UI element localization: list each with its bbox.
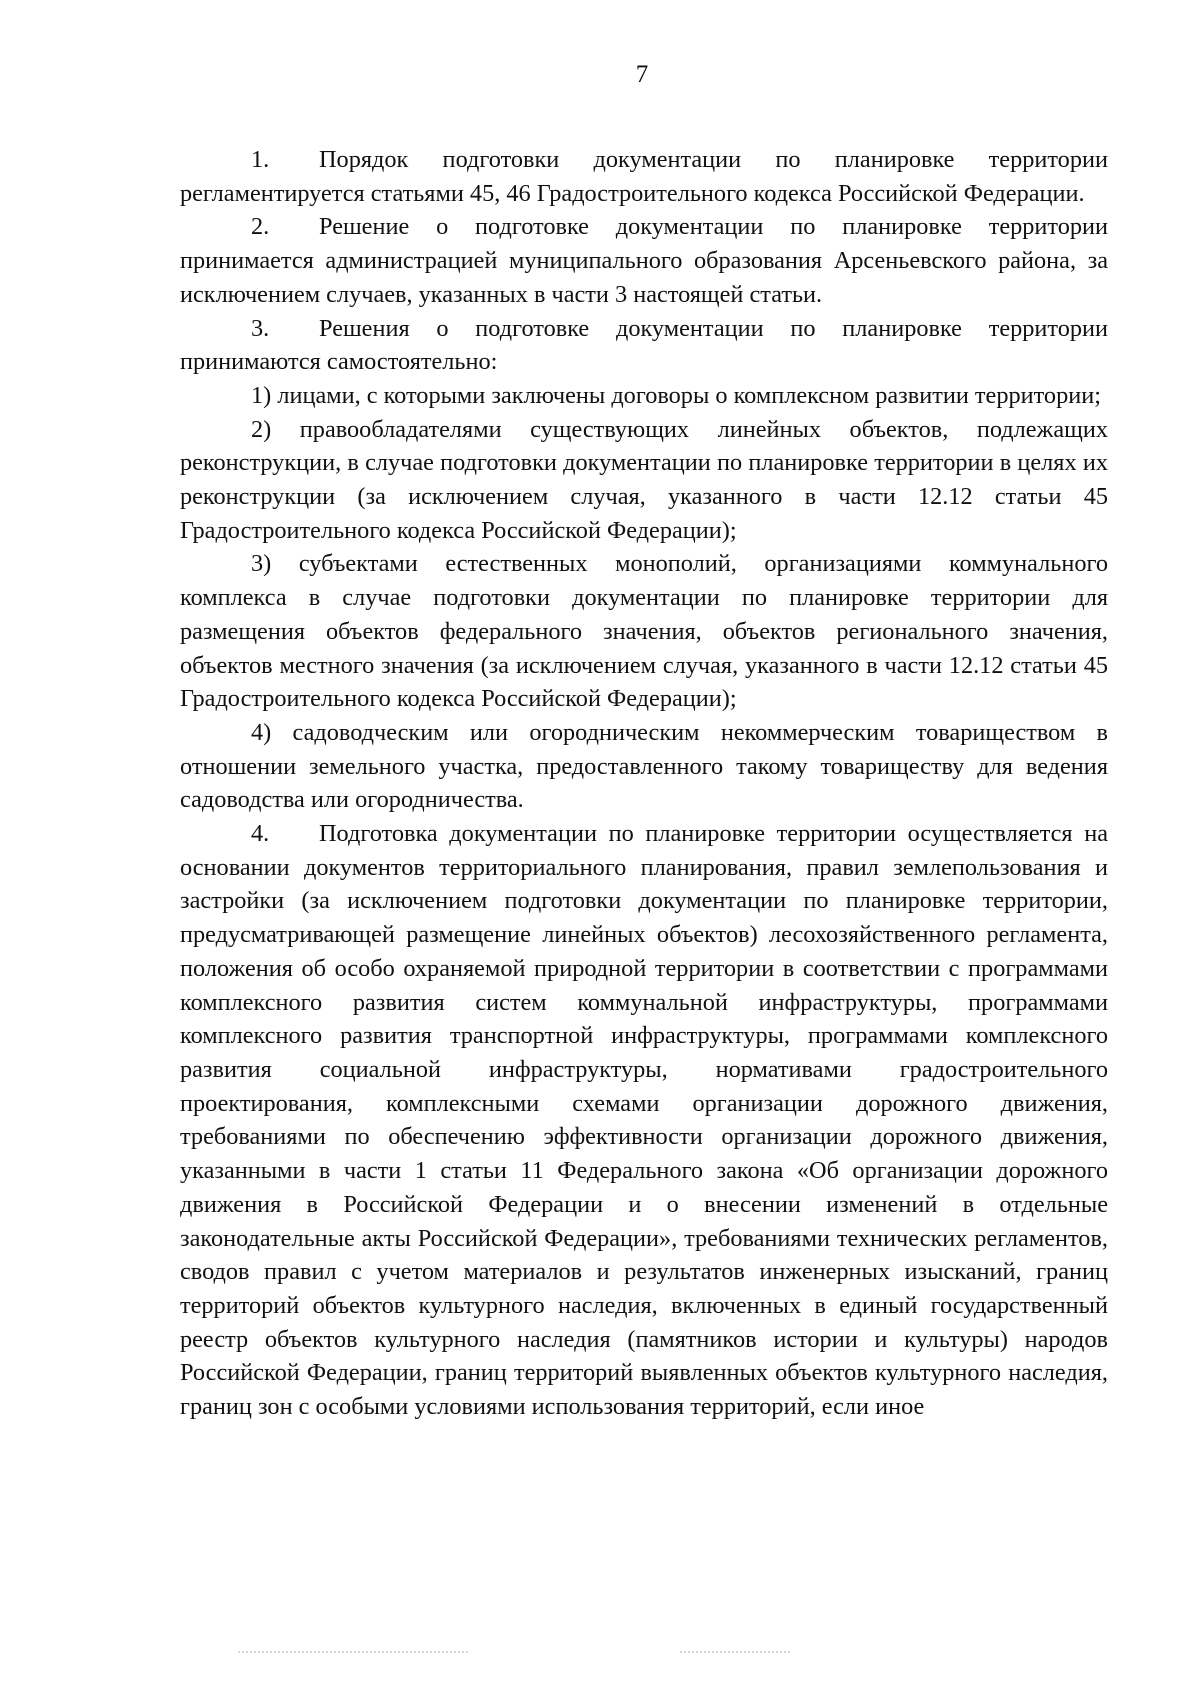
page-number: 7 — [635, 61, 649, 88]
scan-artifact — [680, 1651, 790, 1657]
list-item-4 — [180, 716, 1108, 817]
paragraph-number: 4. — [251, 820, 270, 848]
paragraph-number: 2. — [251, 213, 270, 241]
list-item-2 — [180, 413, 1108, 548]
paragraph-text: Подготовка документации по планировке территории осуществляется на основании документов территориального планирования, правил землепользования и застройки (за исключением подготовки документации по планировке территории, предусматривающей размещение линейных объектов) лесохозяйственного регламента, положения об особо охраняемой природной территории в соответствии с программами комплексного развития систем коммунальной инфраструктуры, программами комплексного развития транспортной инфраструктуры, программами комплексного развития социальной инфраструктуры, нормативами градостроительного проектирования, комплексными схемами организации дорожного движения, требованиями по обеспечению эффективности организации дорожного движения, указанными в части 1 статьи 11 Федерального закона «Об организации дорожного движения в Российской Федерации и о внесении изменений в отдельные законодательные акты Российской Федерации», требованиями технических регламентов, сводов правил с учетом материалов и результатов инженерных изысканий, границ территорий объектов культурного наследия, включенных в единый государственный реестр объектов культурного наследия (памятников истории и культуры) народов Российской Федерации, границ территорий выявленных объектов культурного наследия, границ зон с особыми условиями использования территорий, если иное — [180, 820, 1108, 1421]
list-item-text: 2) правообладателями существующих линейных объектов, подлежащих реконструкции, в случае подготовки документации по планировке территории в целях их реконструкции (за исключением случая, указанного в части 12.12 статьи 45 Градостроительного кодекса Российской Федерации); — [180, 415, 1108, 544]
paragraph-text: Решение о подготовке документации по планировке территории принимается администрацией муниципального образования Арсеньевского района, за исключением случаев, указанных в части 3 настоящей статьи. — [180, 213, 1108, 308]
scan-artifact — [238, 1651, 468, 1657]
paragraph-3 — [180, 312, 1108, 379]
list-item-1 — [180, 379, 1108, 413]
paragraph-text: Порядок подготовки документации по планировке территории регламентируется статьями 45, 46 Градостроительного кодекса Российской Федерации. — [180, 146, 1108, 207]
paragraph-text: Решения о подготовке документации по планировке территории принимаются самостоятельно: — [180, 314, 1108, 376]
list-item-text: 3) субъектами естественных монополий, организациями коммунального комплекса в случае подготовки документации по планировке территории для размещения объектов федерального значения, объектов регионального значения, объектов местного значения (за исключением случая, указанного в части 12.12 статьи 45 Градостроительного кодекса Российской Федерации); — [180, 550, 1108, 713]
paragraph-number: 3. — [251, 314, 270, 342]
paragraph-2 — [180, 210, 1108, 311]
paragraph-1 — [180, 143, 1108, 210]
paragraph-4 — [180, 817, 1108, 1424]
paragraph-number: 1. — [251, 146, 270, 173]
list-item-text: 4) садоводческим или огородническим некоммерческим товариществом в отношении земельного участка, предоставленного такому товариществу для ведения садоводства или огородничества. — [180, 718, 1108, 814]
list-item-3 — [180, 547, 1108, 716]
document-body — [180, 143, 1108, 1424]
list-item-text: 1) лицами, с которыми заключены договоры о комплексном развитии территории; — [251, 381, 1101, 409]
